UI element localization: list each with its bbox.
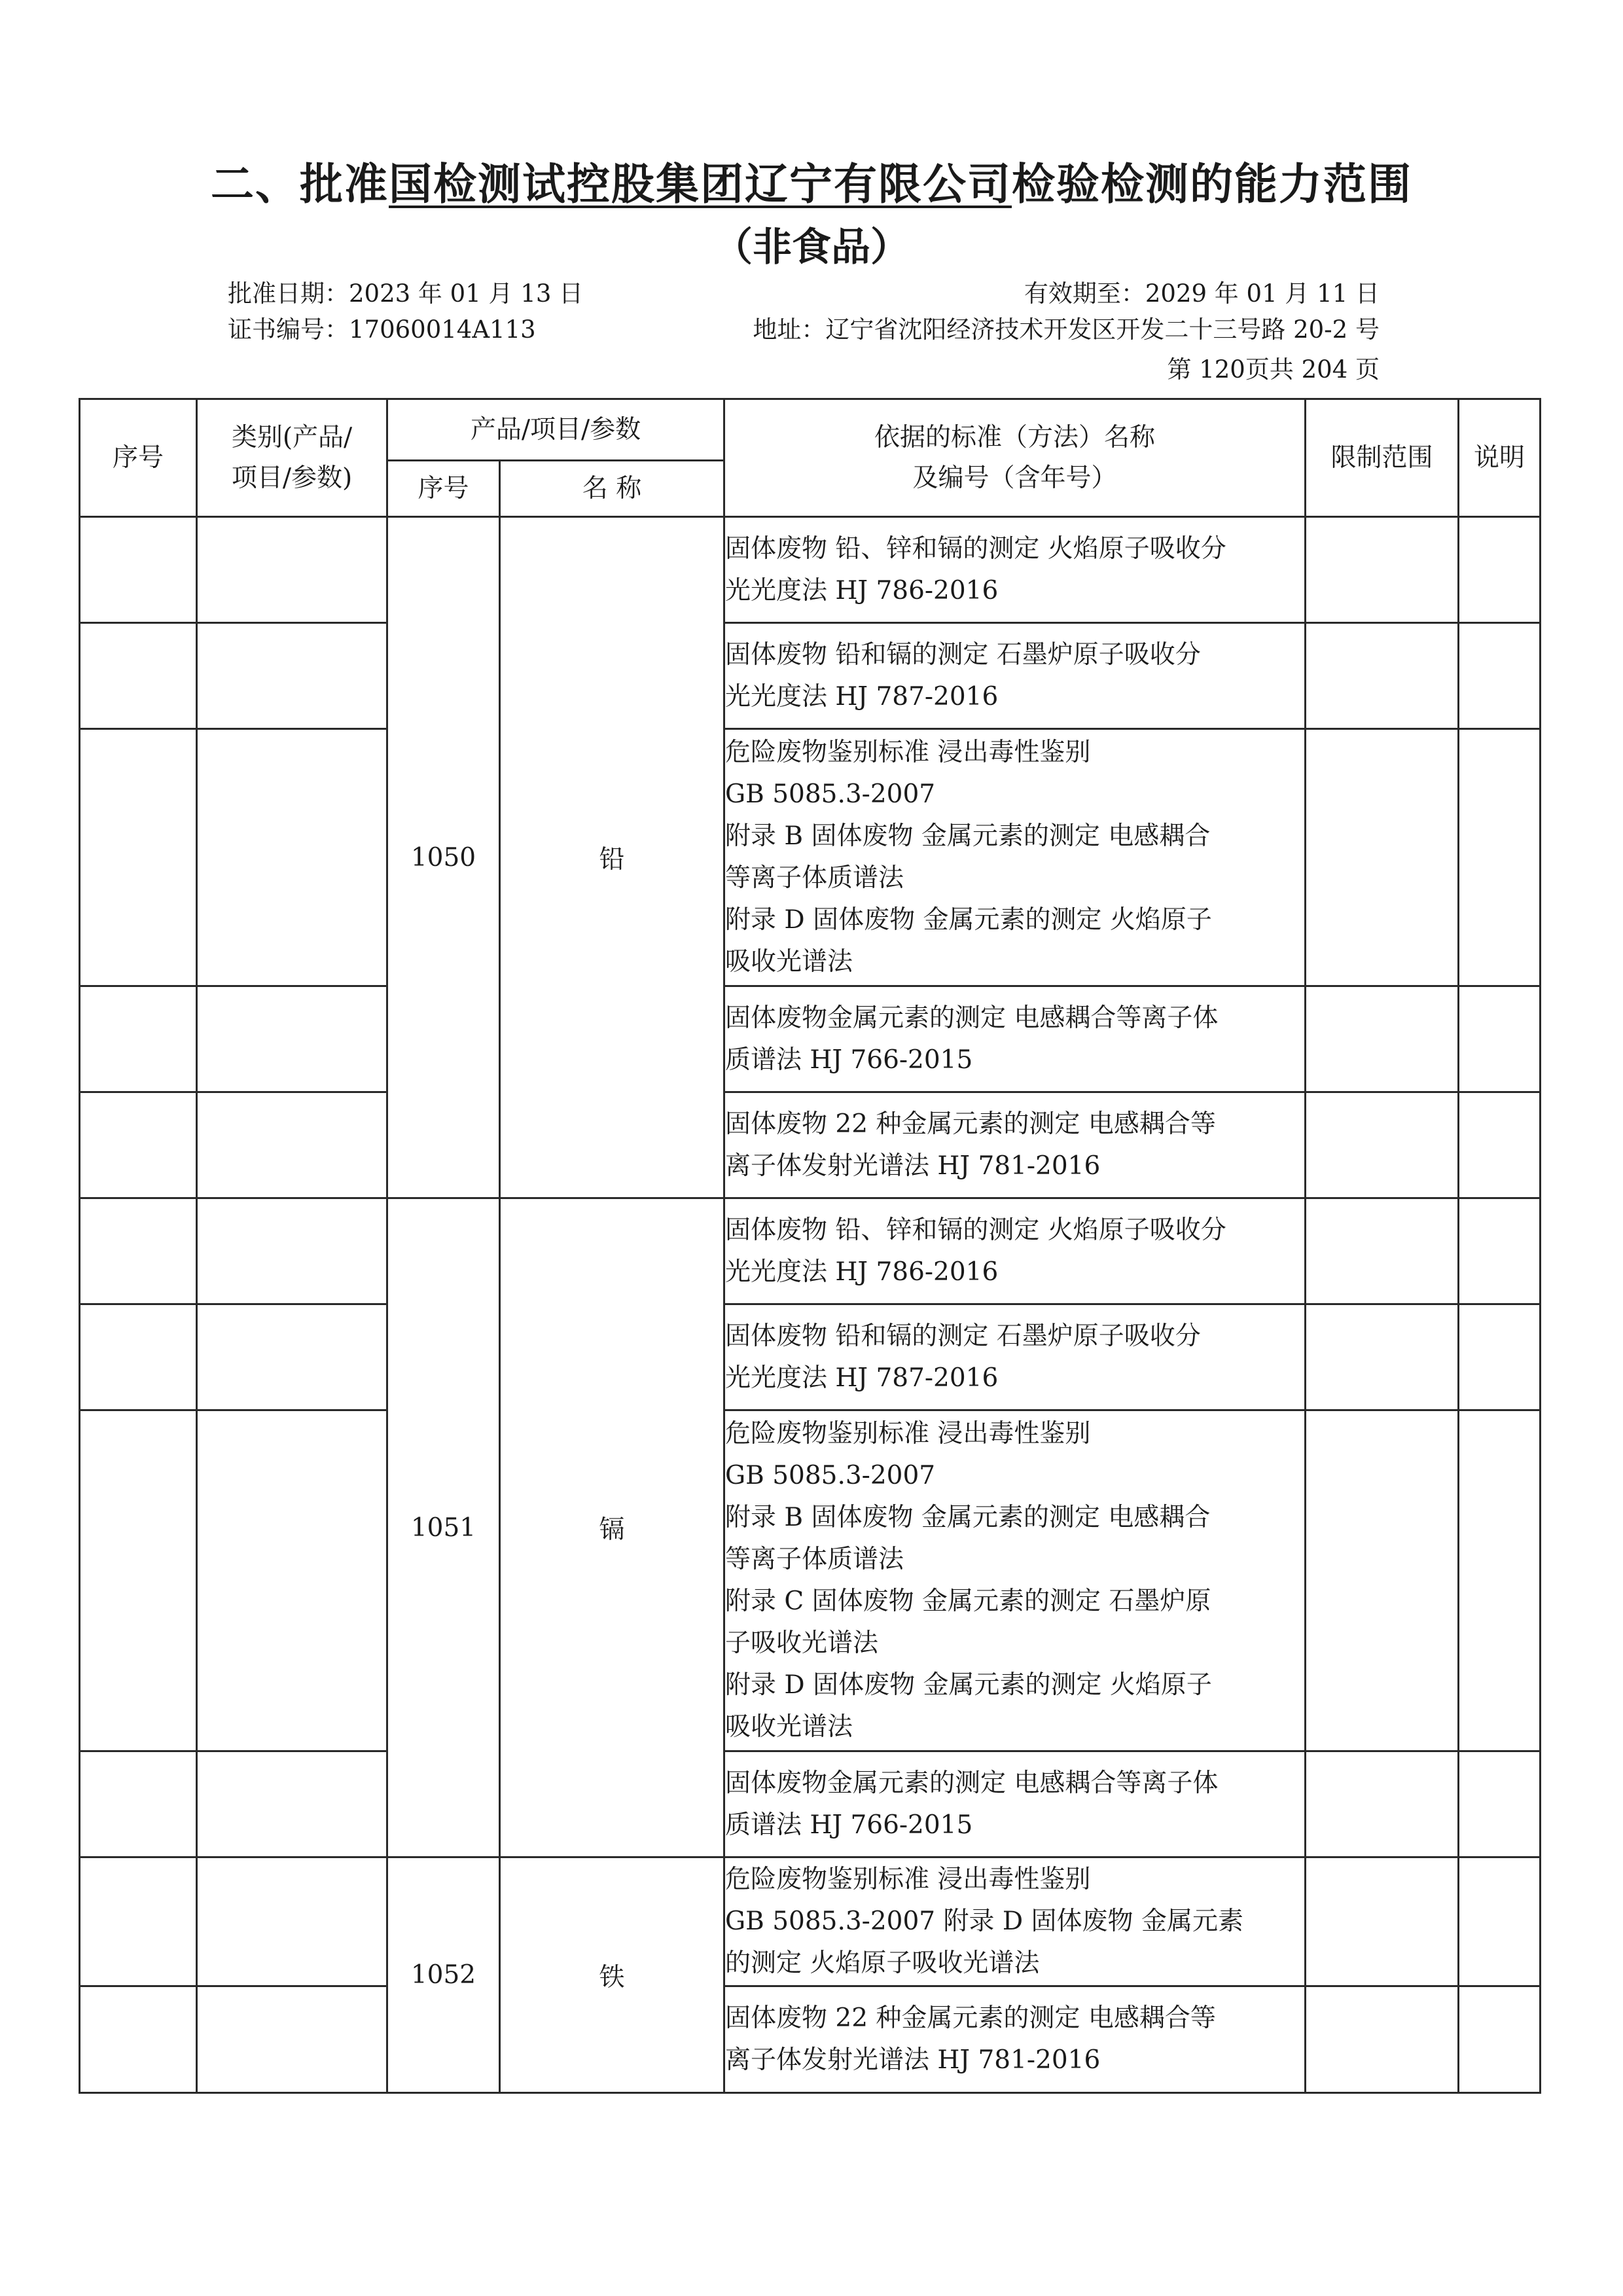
- standard-line: 光光度法 HJ 786-2016: [725, 1257, 999, 1287]
- seq-cell: [80, 986, 197, 1092]
- note-cell: [1459, 1751, 1541, 1857]
- header-sub-name: 名 称: [500, 461, 724, 517]
- category-cell: [197, 1304, 387, 1410]
- approval-date: 批准日期：2023 年 01 月 13 日: [228, 279, 584, 308]
- standard-line: 光光度法 HJ 787-2016: [725, 681, 999, 711]
- seq-cell: [80, 1986, 197, 2093]
- category-cell: [197, 1751, 387, 1857]
- standard-line: 光光度法 HJ 787-2016: [725, 1363, 999, 1393]
- certificate-number: 证书编号：17060014A113: [228, 315, 536, 344]
- seq-cell: [80, 1198, 197, 1304]
- standard-line: 质谱法 HJ 766-2015: [725, 1810, 973, 1840]
- standard-line: 质谱法 HJ 766-2015: [725, 1045, 973, 1075]
- standard-cell: [724, 729, 1306, 986]
- header-row: [80, 399, 1541, 461]
- address: 地址：辽宁省沈阳经济技术开发区开发二十三号路 20-2 号: [753, 315, 1380, 344]
- standard-cell: [724, 1857, 1306, 1986]
- standard-line: 附录 C 固体废物 金属元素的测定 石墨炉原: [725, 1587, 1211, 1616]
- seq-cell: [80, 1751, 197, 1857]
- limit-cell: [1306, 1410, 1459, 1751]
- standard-line: 附录 B 固体废物 金属元素的测定 电感耦合: [725, 821, 1211, 851]
- item-number: 1052: [387, 1857, 500, 2093]
- table-row: [80, 729, 1541, 986]
- table-row: [80, 1751, 1541, 1857]
- standard-line: 固体废物 铅和镉的测定 石墨炉原子吸收分: [725, 1321, 1201, 1351]
- limit-cell: [1306, 623, 1459, 729]
- standard-line: 危险废物鉴别标准 浸出毒性鉴别: [725, 1865, 1091, 1894]
- organization-name: 国检测试控股集团辽宁有限公司: [389, 159, 1012, 209]
- capability-table: [79, 398, 1541, 2094]
- standard-line: 吸收光谱法: [725, 1712, 853, 1742]
- standard-line: 光光度法 HJ 786-2016: [725, 575, 999, 605]
- standard-line: 危险废物鉴别标准 浸出毒性鉴别: [725, 1419, 1091, 1448]
- standard-line: 吸收光谱法: [725, 947, 853, 977]
- limit-cell: [1306, 729, 1459, 986]
- item-number: 1051: [387, 1198, 500, 1857]
- note-cell: [1459, 1304, 1541, 1410]
- standard-line: 固体废物 铅、锌和镉的测定 火焰原子吸收分: [725, 1215, 1226, 1245]
- category-cell: [197, 986, 387, 1092]
- category-cell: [197, 623, 387, 729]
- standard-line: 等离子体质谱法: [725, 1545, 904, 1574]
- seq-cell: [80, 623, 197, 729]
- table-row: [80, 1410, 1541, 1751]
- table-row: [80, 986, 1541, 1092]
- header-product-group: 产品/项目/参数: [387, 399, 724, 461]
- standard-cell: [724, 1304, 1306, 1410]
- limit-cell: [1306, 1857, 1459, 1986]
- item-name: 镉: [500, 1198, 724, 1857]
- limit-cell: [1306, 1751, 1459, 1857]
- page-number: 第 120页共 204 页: [1167, 355, 1380, 384]
- limit-cell: [1306, 1092, 1459, 1198]
- category-cell: [197, 1857, 387, 1986]
- standard-line: 的测定 火焰原子吸收光谱法: [725, 1948, 1040, 1978]
- header-category: 类别(产品/ 项目/参数): [197, 399, 387, 517]
- note-cell: [1459, 1986, 1541, 2093]
- item-name: 铁: [500, 1857, 724, 2093]
- valid-until: 有效期至：2029 年 01 月 11 日: [1024, 279, 1380, 308]
- item-name: 铅: [500, 517, 724, 1198]
- note-cell: [1459, 1410, 1541, 1751]
- standard-cell: [724, 1092, 1306, 1198]
- table-row: [80, 1857, 1541, 1986]
- limit-cell: [1306, 517, 1459, 623]
- standard-line: 附录 D 固体废物 金属元素的测定 火焰原子: [725, 1670, 1212, 1700]
- category-cell: [197, 1198, 387, 1304]
- table-row: [80, 1092, 1541, 1198]
- standard-line: GB 5085.3-2007: [725, 1461, 936, 1490]
- standard-line: 子吸收光谱法: [725, 1628, 879, 1658]
- limit-cell: [1306, 1304, 1459, 1410]
- standard-cell: [724, 1410, 1306, 1751]
- note-cell: [1459, 1857, 1541, 1986]
- seq-cell: [80, 1857, 197, 1986]
- note-cell: [1459, 623, 1541, 729]
- standard-line: 固体废物 22 种金属元素的测定 电感耦合等: [725, 2003, 1216, 2033]
- standard-line: 固体废物 铅、锌和镉的测定 火焰原子吸收分: [725, 533, 1226, 564]
- category-cell: [197, 517, 387, 623]
- standard-line: GB 5085.3-2007 附录 D 固体废物 金属元素: [725, 1907, 1243, 1936]
- document-subtitle: （非食品）: [713, 224, 910, 270]
- category-cell: [197, 1986, 387, 2093]
- category-cell: [197, 1092, 387, 1198]
- table-row: [80, 623, 1541, 729]
- standard-line: 离子体发射光谱法 HJ 781-2016: [725, 1151, 1101, 1181]
- note-cell: [1459, 1198, 1541, 1304]
- standard-line: 固体废物金属元素的测定 电感耦合等离子体: [725, 1768, 1219, 1798]
- seq-cell: [80, 517, 197, 623]
- table-row: [80, 517, 1541, 623]
- limit-cell: [1306, 1198, 1459, 1304]
- seq-cell: [80, 1092, 197, 1198]
- standard-line: GB 5085.3-2007: [725, 780, 936, 809]
- standard-cell: [724, 1751, 1306, 1857]
- standard-cell: [724, 986, 1306, 1092]
- table-row: [80, 1304, 1541, 1410]
- standard-cell: [724, 517, 1306, 623]
- table-row: [80, 1986, 1541, 2093]
- standard-line: 固体废物金属元素的测定 电感耦合等离子体: [725, 1003, 1219, 1033]
- standard-line: 危险废物鉴别标准 浸出毒性鉴别: [725, 738, 1091, 767]
- standard-cell: [724, 1986, 1306, 2093]
- note-cell: [1459, 729, 1541, 986]
- standard-line: 附录 B 固体废物 金属元素的测定 电感耦合: [725, 1503, 1211, 1532]
- header-limit: 限制范围: [1306, 399, 1459, 517]
- standard-line: 附录 D 固体废物 金属元素的测定 火焰原子: [725, 905, 1212, 935]
- seq-cell: [80, 729, 197, 986]
- table-row: [80, 1198, 1541, 1304]
- standard-line: 离子体发射光谱法 HJ 781-2016: [725, 2045, 1101, 2075]
- standard-cell: [724, 623, 1306, 729]
- seq-cell: [80, 1410, 197, 1751]
- note-cell: [1459, 517, 1541, 623]
- header-seq: 序号: [80, 399, 197, 517]
- category-cell: [197, 1410, 387, 1751]
- standard-line: 固体废物 铅和镉的测定 石墨炉原子吸收分: [725, 639, 1201, 670]
- document-title: 二、批准国检测试控股集团辽宁有限公司检验检测的能力范围: [211, 159, 1412, 209]
- seq-cell: [80, 1304, 197, 1410]
- header-note: 说明: [1459, 399, 1541, 517]
- category-cell: [197, 729, 387, 986]
- note-cell: [1459, 986, 1541, 1092]
- standard-cell: [724, 1198, 1306, 1304]
- note-cell: [1459, 1092, 1541, 1198]
- header-sub-seq: 序号: [387, 461, 500, 517]
- limit-cell: [1306, 1986, 1459, 2093]
- header-standard: 依据的标准（方法）名称 及编号（含年号）: [724, 399, 1306, 517]
- standard-line: 固体废物 22 种金属元素的测定 电感耦合等: [725, 1109, 1216, 1139]
- standard-line: 等离子体质谱法: [725, 863, 904, 893]
- limit-cell: [1306, 986, 1459, 1092]
- item-number: 1050: [387, 517, 500, 1198]
